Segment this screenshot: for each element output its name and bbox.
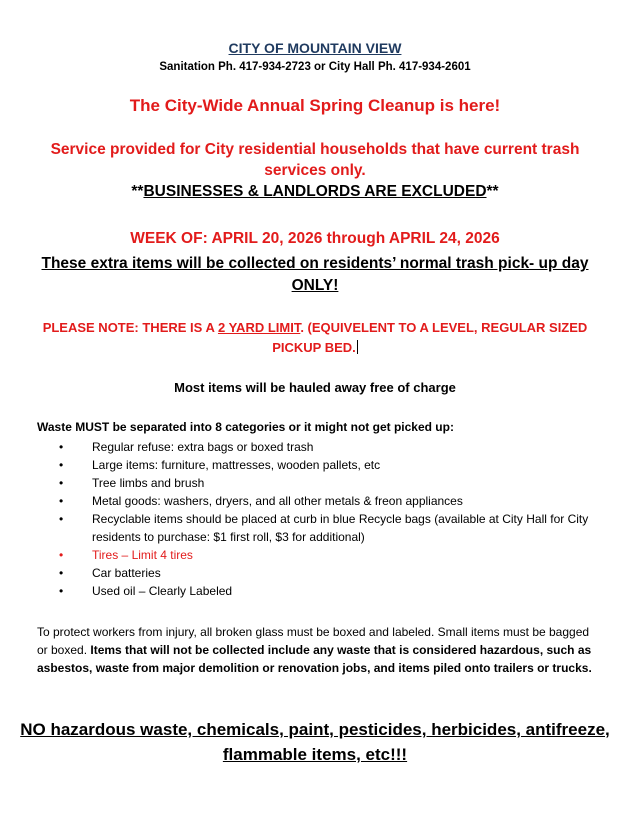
excluded-prefix: ** [131,183,144,200]
waste-category-list [37,438,627,600]
paragraph-bold: Items that will not be collected include any waste that is considered hazardous, such as asbestos, waste from major demolition or renovation jobs, and items piled onto trailers or trucks. [37,643,592,675]
list-item [37,456,627,474]
contact-phones: Sanitation Ph. 417-934-2723 or City Hall Ph. 417-934-2601 [159,61,471,73]
list-item [37,492,627,510]
note-prefix: PLEASE NOTE: THERE IS A [42,320,218,335]
no-hazardous-warning: NO hazardous waste, chemicals, paint, pesticides, herbicides, antifreeze, flammable items, etc!!! [20,720,610,764]
bullet-icon: • [59,440,64,454]
service-notice: Service provided for City residential households that have current trash services only. [50,141,580,179]
announcement-heading: The City-Wide Annual Spring Cleanup is here! [129,96,501,115]
category-text: Used oil – Clearly Labeled [92,584,233,598]
bullet-icon: • [59,458,64,472]
bullet-icon: • [59,566,64,580]
list-item [37,564,627,582]
paragraph-plain: To protect workers from injury, all broken glass must be boxed and labeled. Small items must be bagged or boxed. [37,625,590,657]
bullet-icon: • [59,512,64,526]
free-charge-notice: Most items will be hauled away free of charge [174,380,456,395]
waste-categories-heading: Waste MUST be separated into 8 categories or it might not get picked up: [37,420,454,434]
yard-limit-note [30,318,600,358]
category-text: Large items: furniture, mattresses, wooden pallets, etc [92,458,381,472]
list-item [37,510,627,546]
bullet-icon: • [59,548,64,562]
note-suffix: . (EQUIVELENT TO A LEVEL, REGULAR SIZED PICKUP BED. [272,320,588,355]
category-text: Recyclable items should be placed at curb in blue Recycle bags (available at City Hall for City residents to purchase: $1 first roll, $3 for additional) [92,512,589,544]
list-item [37,582,627,600]
excluded-text: BUSINESSES & LANDLORDS ARE EXCLUDED [143,183,487,200]
week-dates: WEEK OF: APRIL 20, 2026 through APRIL 24, 2026 [130,230,500,247]
extra-items-notice: These extra items will be collected on residents’ normal trash pick- up day ONLY! [41,255,589,294]
bullet-icon: • [59,494,64,508]
category-text: Tires – Limit 4 tires [92,548,193,562]
list-item [37,438,627,456]
category-text: Tree limbs and brush [92,476,205,490]
bullet-icon: • [59,584,64,598]
list-item [37,474,627,492]
note-limit: 2 YARD LIMIT [217,320,301,335]
list-item [37,546,627,564]
category-text: Regular refuse: extra bags or boxed trash [92,440,314,454]
page-title: CITY OF MOUNTAIN VIEW [228,40,402,56]
text-cursor [357,340,358,354]
excluded-suffix: ** [486,183,499,200]
excluded-notice [0,183,630,201]
category-text: Metal goods: washers, dryers, and all other metals & freon appliances [92,494,463,508]
bullet-icon: • [59,476,64,490]
safety-paragraph [37,623,597,677]
category-text: Car batteries [92,566,161,580]
